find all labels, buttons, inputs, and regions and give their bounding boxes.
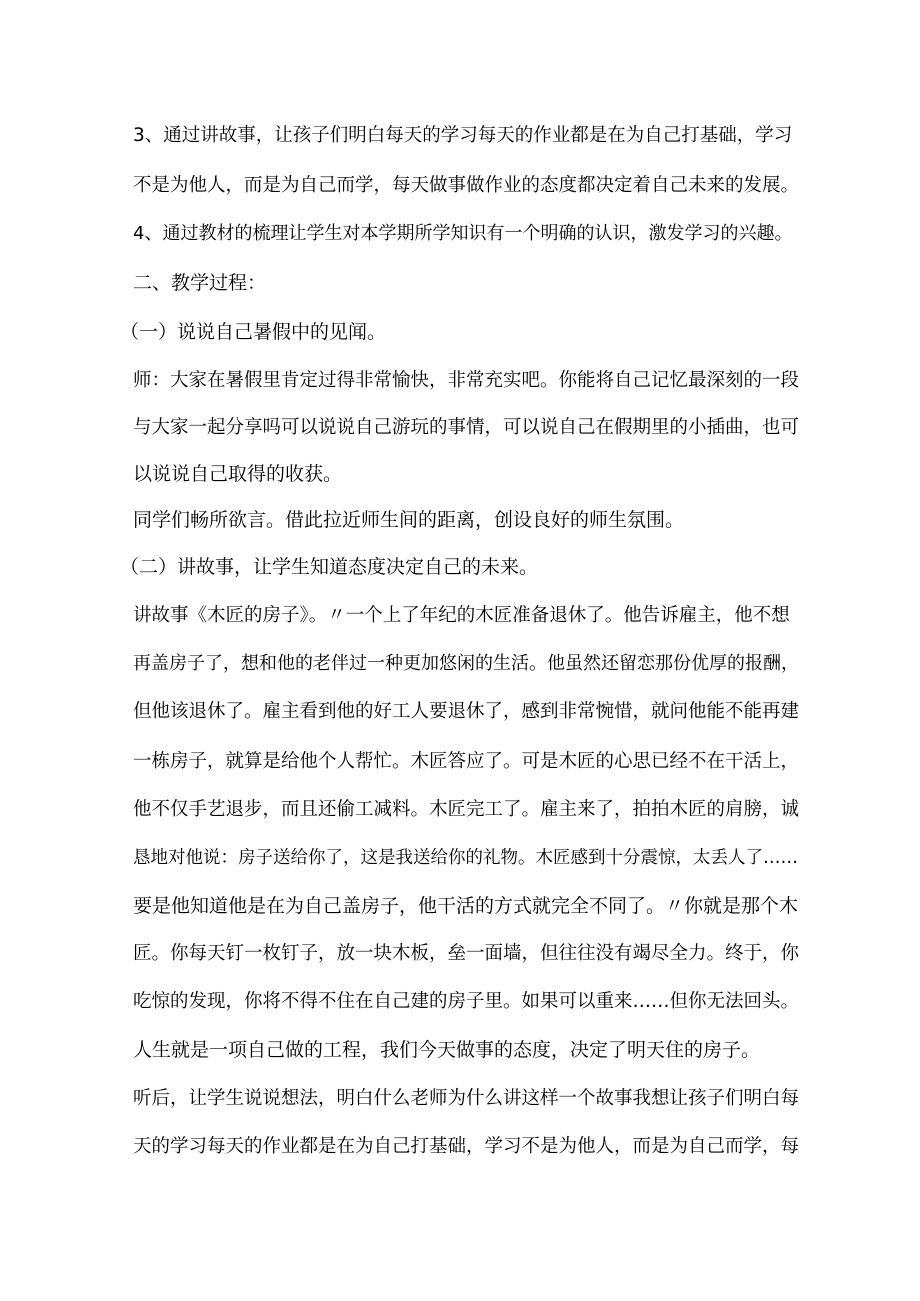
paragraph-line-6: 师：大家在暑假里肯定过得非常愉快，非常充实吧。你能将自己记忆最深刻的一段 — [133, 370, 800, 391]
paragraph-line-19: 吃惊的发现，你将不得不住在自己建的房子里。如果可以重来……但你无法回头。 — [133, 991, 800, 1012]
paragraph-line-21: 听后，让学生说说想法，明白什么老师为什么讲这样一个故事我想让孩子们明白每 — [133, 1088, 800, 1109]
paragraph-line-1: 3、通过讲故事，让孩子们明白每天的学习每天的作业都是在为自己打基础，学习 — [133, 125, 793, 146]
paragraph-line-12: 再盖房子了，想和他的老伴过一种更加悠闲的生活。他虽然还留恋那份优厚的报酬， — [133, 653, 799, 674]
paragraph-line-18: 匠。你每天钉一枚钉子，放一块木板，垒一面墙，但往往没有竭尽全力。终于，你 — [133, 943, 800, 964]
subsection-heading-2: （二）讲故事，让学生知道态度决定自己的未来。 — [120, 556, 539, 578]
paragraph-line-9: 同学们畅所欲言。借此拉近师生间的距离，创设良好的师生氛围。 — [133, 509, 685, 531]
paragraph-line-17: 要是他知道他是在为自己盖房子，他干活的方式就完全不同了。〃你就是那个木 — [133, 895, 799, 917]
paragraph-line-16: 恳地对他说：房子送给你了，这是我送给你的礼物。木匠感到十分震惊，太丢人了…… — [133, 848, 798, 868]
paragraph-line-13: 但他该退休了。雇主看到他的好工人要退休了，感到非常惋惜，就问他能不能再建 — [133, 701, 800, 722]
paragraph-line-11: 讲故事《木匠的房子》。〃一个上了年纪的木匠准备退休了。他告诉雇主，他不想 — [133, 605, 790, 626]
paragraph-line-2: 不是为他人，而是为自己而学，每天做事做作业的态度都决定着自己未来的发展。 — [133, 175, 800, 196]
paragraph-line-14: 一栋房子，就算是给他个人帮忙。木匠答应了。可是木匠的心思已经不在干活上， — [133, 751, 800, 772]
paragraph-line-22: 天的学习每天的作业都是在为自己打基础，学习不是为他人，而是为自己而学，每 — [133, 1136, 800, 1157]
paragraph-line-15: 他不仅手艺退步，而且还偷工减料。木匠完工了。雇主来了，拍拍木匠的肩膀，诚 — [133, 799, 800, 820]
paragraph-line-7: 与大家一起分享吗可以说说自己游玩的事情，可以说自己在假期里的小插曲，也可 — [133, 417, 800, 438]
paragraph-line-8: 以说说自己取得的收获。 — [133, 463, 343, 485]
subsection-heading-1: （一）说说自己暑假中的见闻。 — [120, 321, 387, 343]
section-heading: 二、教学过程： — [133, 272, 267, 294]
paragraph-line-20: 人生就是一项自己做的工程，我们今天做事的态度，决定了明天住的房子。 — [133, 1039, 761, 1061]
paragraph-line-3: 4、通过教材的梳理让学生对本学期所学知识有一个明确的认识，激发学习的兴趣。 — [133, 223, 793, 244]
